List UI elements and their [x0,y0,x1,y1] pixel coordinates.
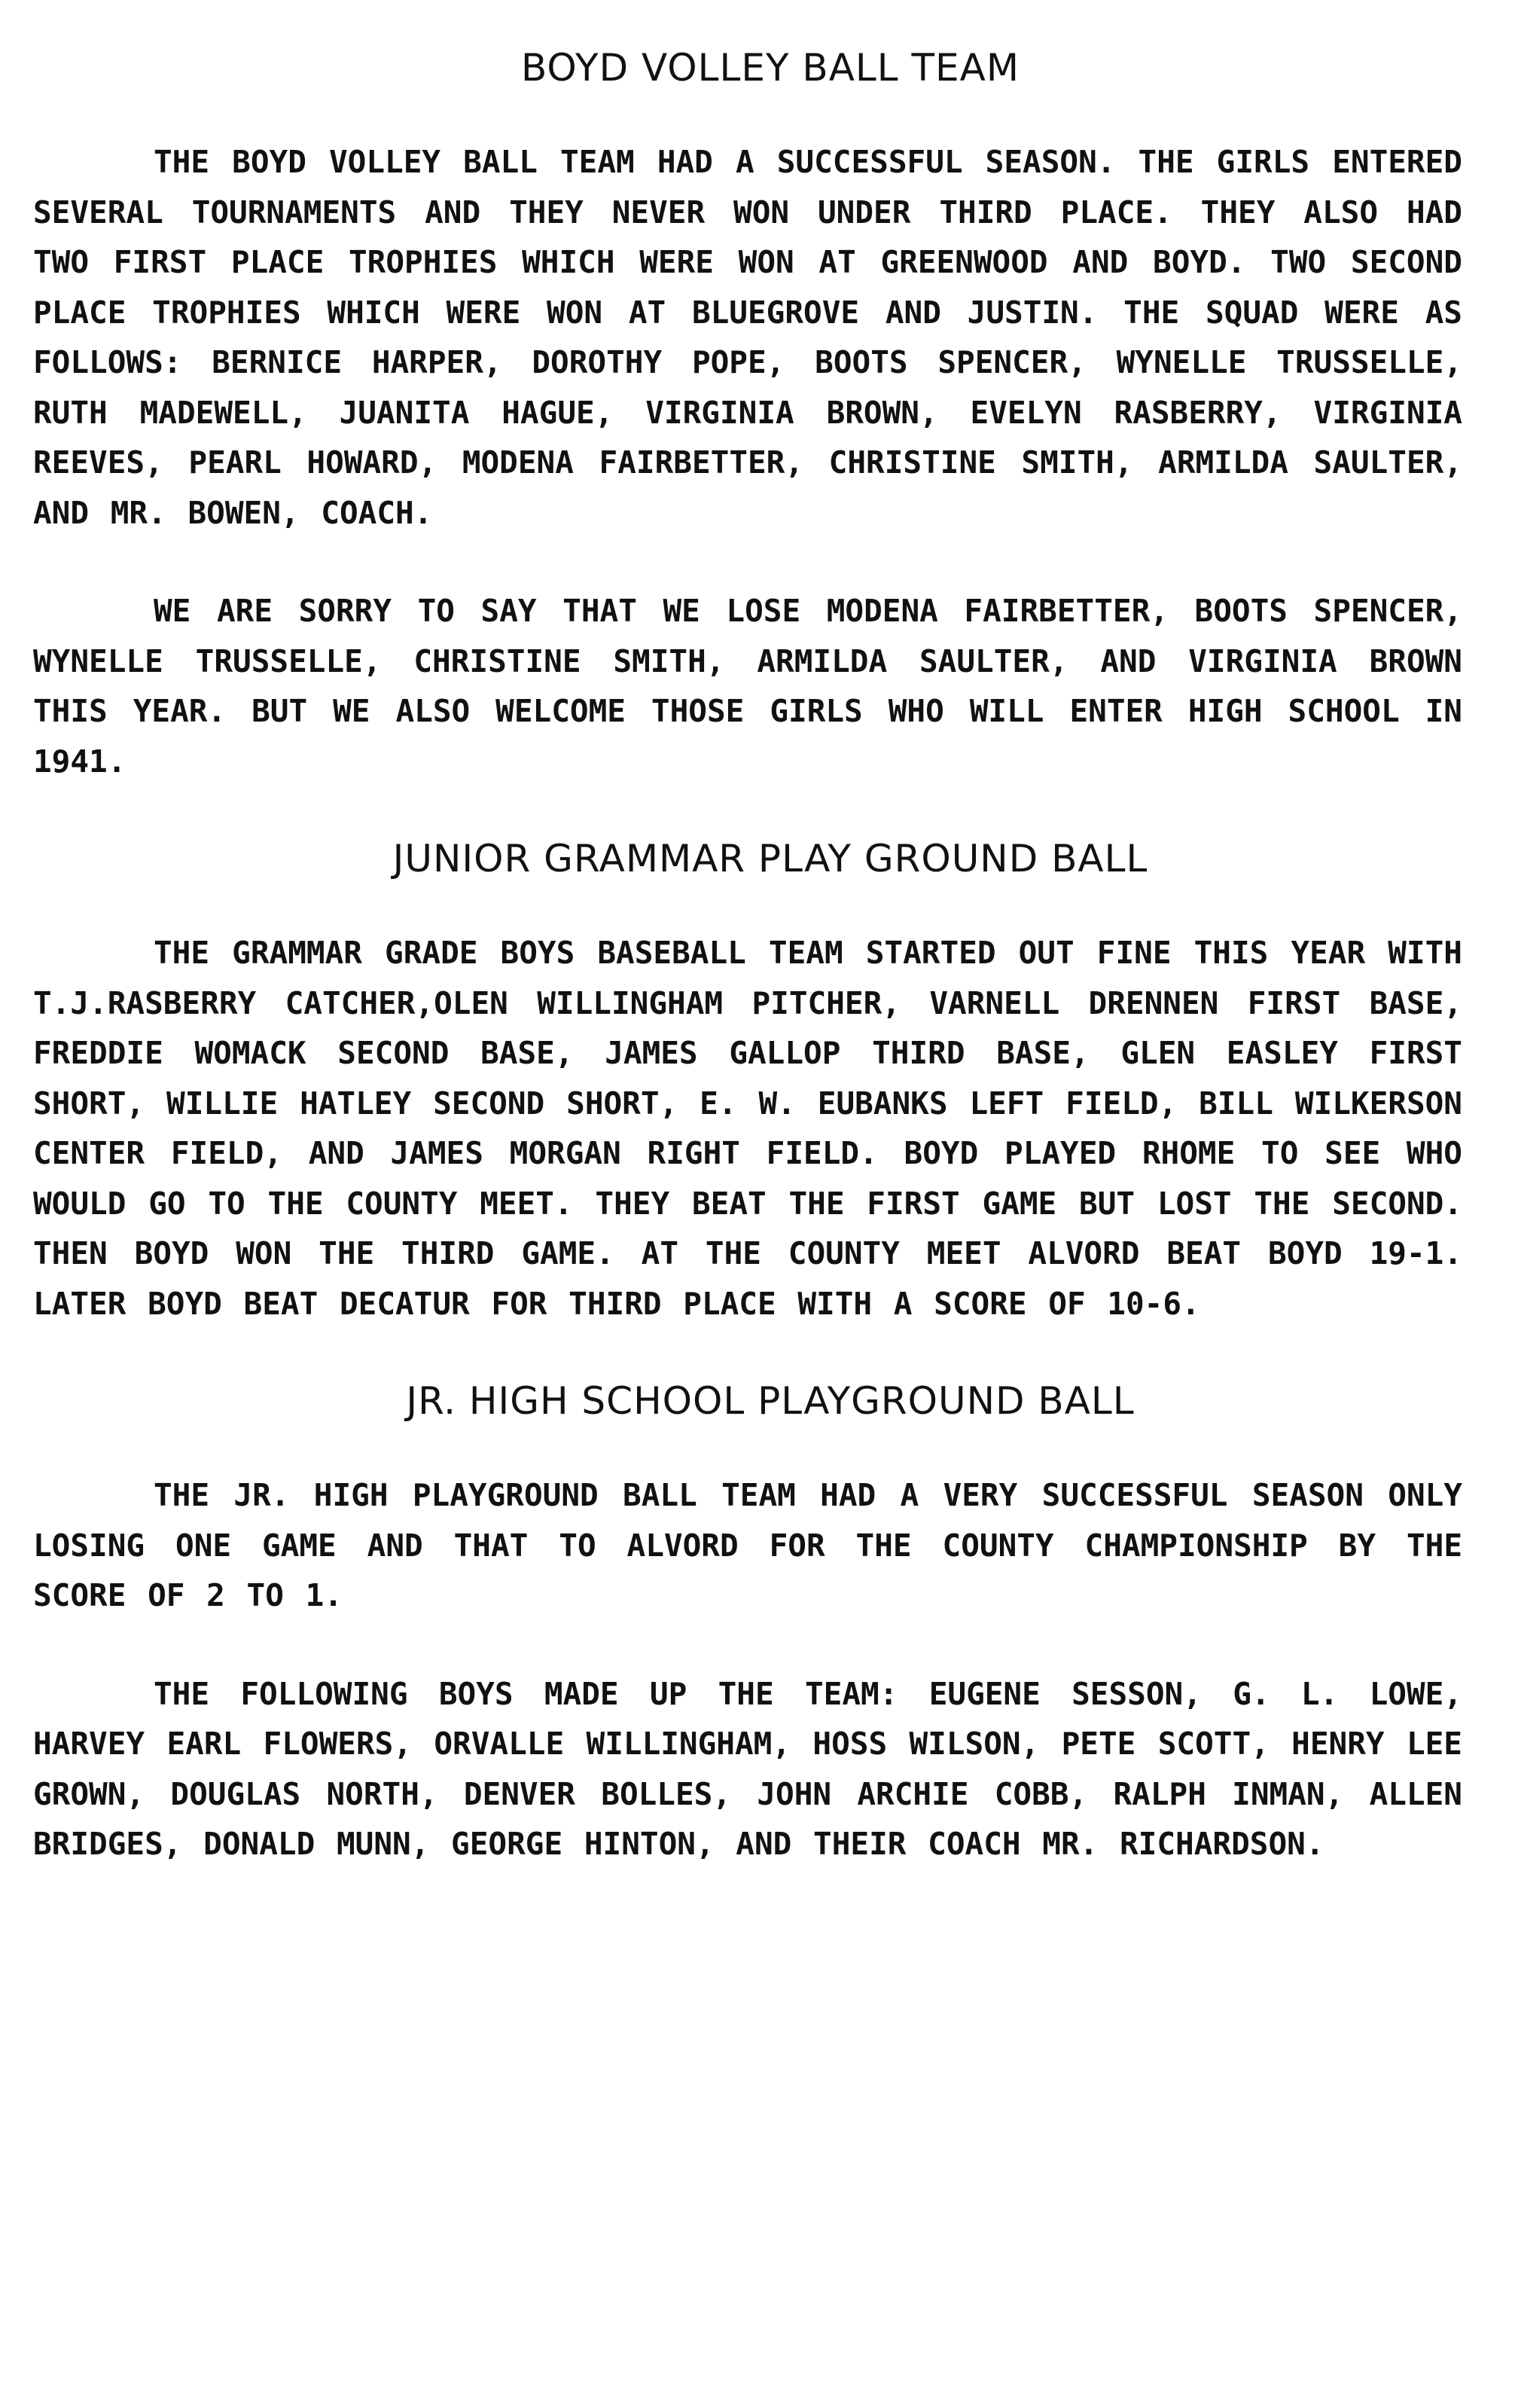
section-title-junior-grammar: JUNIOR GRAMMAR PLAY GROUND BALL [392,837,1148,880]
junior-grammar-paragraph-1: THE GRAMMAR GRADE BOYS BASEBALL TEAM STARTED OUT FINE THIS YEAR WITH T.J.RASBERRY CATCHER,OLEN WILLINGHAM PITCHER, VARNELL DRENNEN FIRST BASE, FREDDIE WOMACK SECOND BASE, JAMES GALLOP THIRD BASE, GLEN EASLEY FIRST SHORT, WILLIE HATLEY SECOND SHORT, E. W. EUBANKS LEFT FIELD, BILL WILKERSON CENTER FIELD, AND JAMES MORGAN RIGHT FIELD. BOYD PLAYED RHOME TO SEE WHO WOULD GO TO THE COUNTY MEET. THEY BEAT THE FIRST GAME BUT LOST THE SECOND. THEN BOYD WON THE THIRD GAME. AT THE COUNTY MEET ALVORD BEAT BOYD 19-1. LATER BOYD BEAT DECATUR FOR THIRD PLACE WITH A SCORE OF 10-6. [33,935,1462,1322]
jr-high-paragraph-1: THE JR. HIGH PLAYGROUND BALL TEAM HAD A VERY SUCCESSFUL SEASON ONLY LOSING ONE GAME AND THAT TO ALVORD FOR THE COUNTY CHAMPIONSHIP BY THE SCORE OF 2 TO 1. [33,1477,1462,1613]
jr-high-paragraph-2: THE FOLLOWING BOYS MADE UP THE TEAM: EUGENE SESSON, G. L. LOWE, HARVEY EARL FLOWERS, ORVALLE WILLINGHAM, HOSS WILSON, PETE SCOTT, HENRY LEE GROWN, DOUGLAS NORTH, DENVER BOLLES, JOHN ARCHIE COBB, RALPH INMAN, ALLEN BRIDGES, DONALD MUNN, GEORGE HINTON, AND THEIR COACH MR. RICHARDSON. [33,1675,1462,1862]
volleyball-paragraph-1: THE BOYD VOLLEY BALL TEAM HAD A SUCCESSFUL SEASON. THE GIRLS ENTERED SEVERAL TOURNAMENTS AND THEY NEVER WON UNDER THIRD PLACE. THEY ALSO HAD TWO FIRST PLACE TROPHIES WHICH WERE WON AT GREENWOOD AND BOYD. TWO SECOND PLACE TROPHIES WHICH WERE WON AT BLUEGROVE AND JUSTIN. THE SQUAD WERE AS FOLLOWS: BERNICE HARPER, DOROTHY POPE, BOOTS SPENCER, WYNELLE TRUSSELLE, RUTH MADEWELL, JUANITA HAGUE, VIRGINIA BROWN, EVELYN RASBERRY, VIRGINIA REEVES, PEARL HOWARD, MODENA FAIRBETTER, CHRISTINE SMITH, ARMILDA SAULTER, AND MR. BOWEN, COACH. [33,144,1462,531]
section-title-jr-high: JR. HIGH SCHOOL PLAYGROUND BALL [406,1379,1135,1423]
volleyball-paragraph-2: WE ARE SORRY TO SAY THAT WE LOSE MODENA FAIRBETTER, BOOTS SPENCER, WYNELLE TRUSSELLE, CHRISTINE SMITH, ARMILDA SAULTER, AND VIRGINIA BROWN THIS YEAR. BUT WE ALSO WELCOME THOSE GIRLS WHO WILL ENTER HIGH SCHOOL IN 1941. [33,593,1462,780]
section-title-volleyball: BOYD VOLLEY BALL TEAM [521,46,1020,90]
